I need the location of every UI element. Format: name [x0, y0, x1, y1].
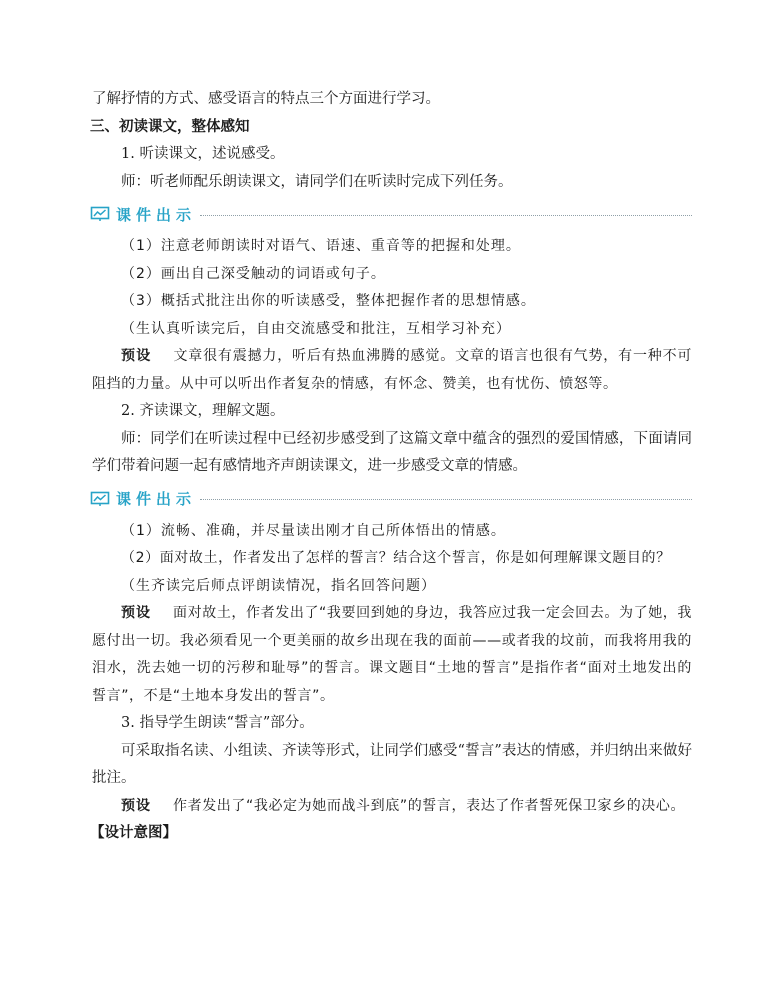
preset-answer-3 [92, 793, 692, 821]
step-2-title: 2. 齐读课文，理解文题。 [121, 403, 285, 419]
preset-label: 预设 [121, 797, 151, 814]
courseware-1-note: （生认真听读完后，自由交流感受和批注，互相学习补充） [121, 320, 511, 337]
preset-answer-1 [92, 343, 692, 398]
courseware-title-1: 课件出示 [116, 205, 197, 224]
courseware-2-note: （生齐读完后师点评朗读情况，指名回答问题） [121, 577, 436, 594]
preset-answer-2 [92, 600, 692, 710]
section-title-3: 三、初读课文，整体感知 [90, 118, 250, 135]
courseware-2-item-2: （2）面对故土，作者发出了怎样的誓言？结合这个誓言，你是如何理解课文题目的？ [121, 550, 671, 566]
dotted-divider [200, 215, 692, 216]
document-page [92, 86, 692, 848]
courseware-header-2 [90, 484, 692, 514]
presentation-board-icon [90, 206, 110, 222]
step-3-title: 3. 指导学生朗读“誓言”部分。 [121, 715, 314, 731]
courseware-title-2: 课件出示 [116, 490, 197, 508]
step-2-teacher: 师：同学们在听读过程中已经初步感受到了这篇文章中蕴含的强烈的爱国情感，下面请同学们带着问题一起有感情地齐声朗读课文，进一步感受文章的情感。 [92, 430, 692, 474]
preset-2-text: 面对故土，作者发出了“我要回到她的身边，我答应过我一定会回去。为了她，我愿付出一切。我必须看见一个更美丽的故乡出现在我的面前——或者我的坟前，而我将用我的泪水，洗去她一切的污秽和耻辱”的誓言。课文题目“土地的誓言”是指作者“面对土地发出的誓言”，不是“土地本身发出的誓言”。 [92, 605, 692, 704]
step-3-text: 可采取指名读、小组读、齐读等形式，让同学们感受“誓言”表达的情感，并归纳出来做好批注。 [92, 742, 692, 786]
preset-3-text: 作者发出了“我必定为她而战斗到底”的誓言，表达了作者誓死保卫家乡的决心。 [173, 797, 686, 814]
presentation-board-icon [90, 491, 110, 507]
courseware-1-item-3: （3）概括式批注出你的听读感受，整体把握作者的思想情感。 [121, 293, 536, 309]
courseware-1-item-2: （2）画出自己深受触动的词语或句子。 [121, 265, 386, 282]
step-1-title: 1. 听读课文，述说感受。 [121, 146, 285, 162]
courseware-header-1 [90, 199, 692, 229]
courseware-2-item-1: （1）流畅、准确，并尽量读出刚才自己所体悟出的情感。 [121, 522, 506, 539]
preset-label: 预设 [121, 348, 152, 364]
intro-line: 了解抒情的方式、感受语言的特点三个方面进行学习。 [92, 91, 440, 107]
dotted-divider [200, 499, 692, 500]
preset-label: 预设 [121, 605, 152, 621]
preset-1-text: 文章很有震撼力，听后有热血沸腾的感觉。文章的语言也很有气势，有一种不可阻挡的力量。从中可以听出作者复杂的情感，有怀念、赞美，也有忧伤、愤怒等。 [92, 348, 693, 392]
step-1-teacher: 师：听老师配乐朗读课文，请同学们在听读时完成下列任务。 [121, 173, 513, 190]
courseware-1-item-1: （1）注意老师朗读时对语气、语速、重音等的把握和处理。 [121, 238, 521, 254]
design-intent-heading: 【设计意图】 [90, 825, 177, 841]
